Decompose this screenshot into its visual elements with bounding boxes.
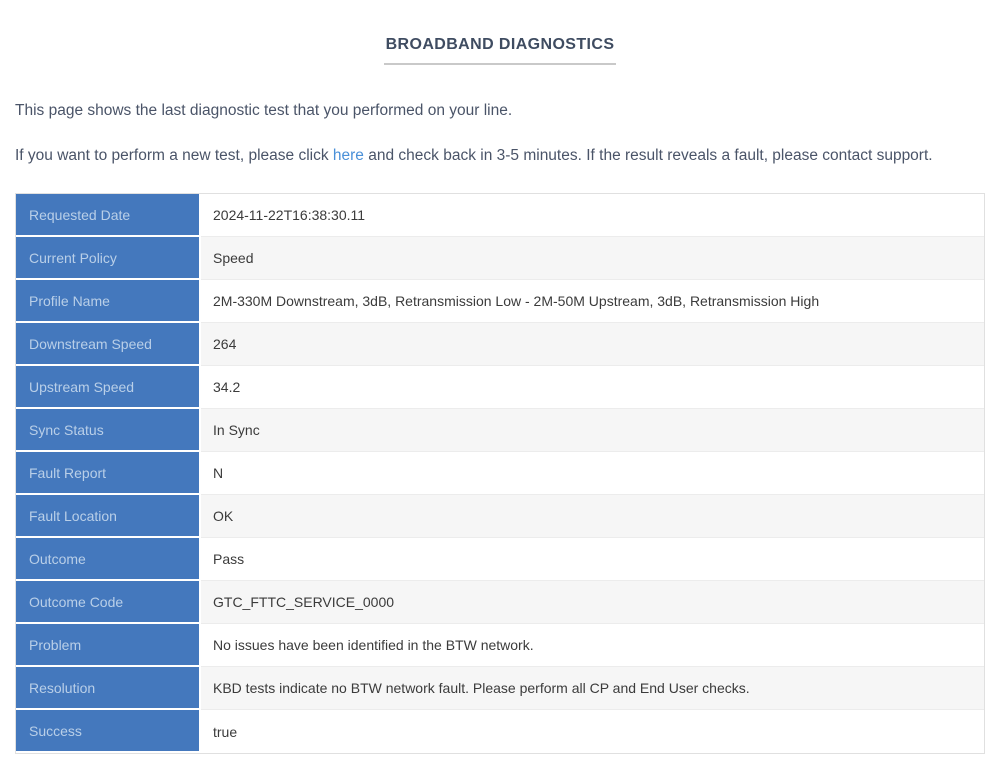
new-test-text-before: If you want to perform a new test, please click bbox=[15, 147, 333, 164]
row-value: Pass bbox=[201, 538, 984, 581]
page-title-wrap bbox=[15, 0, 985, 65]
table-row bbox=[16, 237, 984, 280]
row-value: No issues have been identified in the BTW network. bbox=[201, 624, 984, 667]
row-label: Fault Report bbox=[16, 452, 201, 495]
row-value: GTC_FTTC_SERVICE_0000 bbox=[201, 581, 984, 624]
table-row bbox=[16, 280, 984, 323]
table-row bbox=[16, 495, 984, 538]
row-label: Outcome bbox=[16, 538, 201, 581]
table-row bbox=[16, 538, 984, 581]
row-label: Profile Name bbox=[16, 280, 201, 323]
table-row bbox=[16, 710, 984, 753]
row-value: 264 bbox=[201, 323, 984, 366]
table-row bbox=[16, 667, 984, 710]
row-label: Requested Date bbox=[16, 194, 201, 237]
row-label: Resolution bbox=[16, 667, 201, 710]
row-value: Speed bbox=[201, 237, 984, 280]
row-value: N bbox=[201, 452, 984, 495]
diagnostics-table bbox=[15, 193, 985, 754]
table-row bbox=[16, 452, 984, 495]
new-test-text-after: and check back in 3-5 minutes. If the result reveals a fault, please contact support. bbox=[363, 147, 933, 164]
row-label: Upstream Speed bbox=[16, 366, 201, 409]
row-value: 2024-11-22T16:38:30.11 bbox=[201, 194, 984, 237]
row-label: Downstream Speed bbox=[16, 323, 201, 366]
row-value: 34.2 bbox=[201, 366, 984, 409]
row-label: Fault Location bbox=[16, 495, 201, 538]
row-value: OK bbox=[201, 495, 984, 538]
table-row bbox=[16, 366, 984, 409]
row-label: Outcome Code bbox=[16, 581, 201, 624]
table-row bbox=[16, 323, 984, 366]
row-value: In Sync bbox=[201, 409, 984, 452]
row-value: 2M-330M Downstream, 3dB, Retransmission Low - 2M-50M Upstream, 3dB, Retransmission High bbox=[201, 280, 984, 323]
row-label: Problem bbox=[16, 624, 201, 667]
table-row bbox=[16, 581, 984, 624]
row-value: KBD tests indicate no BTW network fault. Please perform all CP and End User checks. bbox=[201, 667, 984, 710]
row-value: true bbox=[201, 710, 984, 753]
table-row bbox=[16, 194, 984, 237]
run-new-test-link[interactable]: here bbox=[332, 147, 364, 164]
row-label: Sync Status bbox=[16, 409, 201, 452]
row-label: Success bbox=[16, 710, 201, 753]
new-test-paragraph bbox=[15, 143, 985, 169]
table-row bbox=[16, 409, 984, 452]
table-row bbox=[16, 624, 984, 667]
page-title: BROADBAND DIAGNOSTICS bbox=[384, 36, 617, 65]
row-label: Current Policy bbox=[16, 237, 201, 280]
intro-paragraph: This page shows the last diagnostic test that you performed on your line. bbox=[15, 102, 513, 119]
